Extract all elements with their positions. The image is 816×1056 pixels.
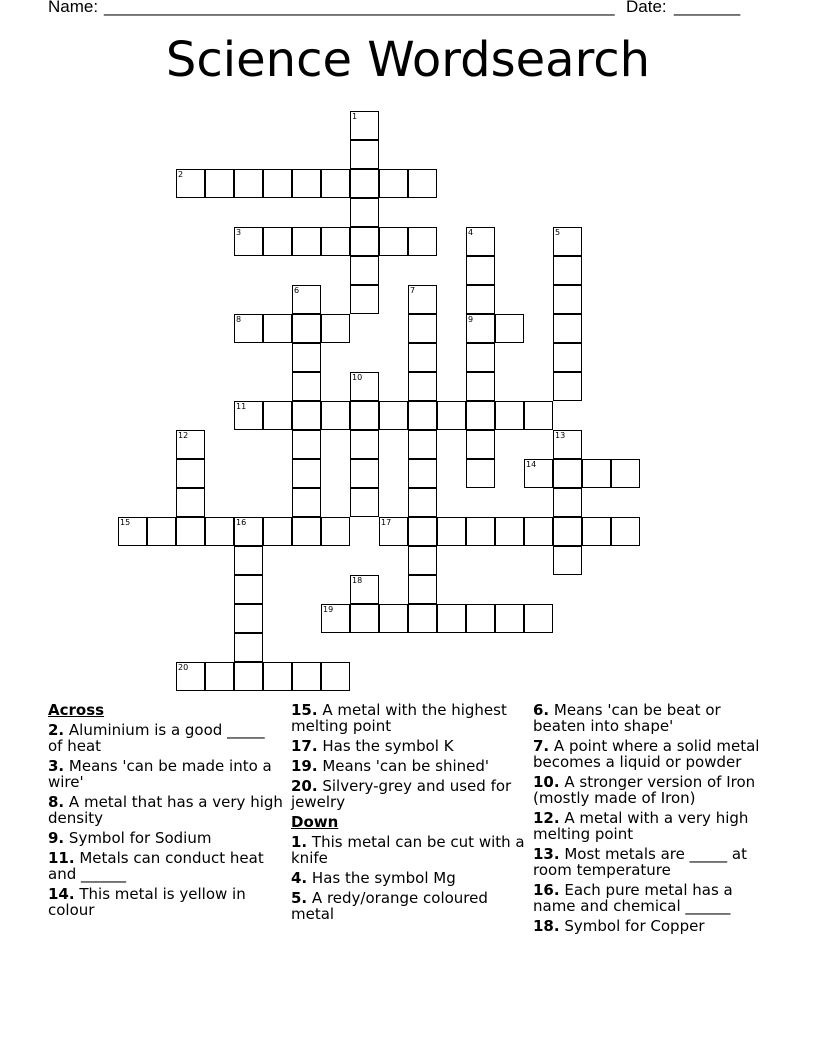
grid-cell[interactable] [466, 314, 495, 343]
clue-number: 13 [555, 431, 566, 440]
grid-cell[interactable] [292, 662, 321, 691]
grid-cell[interactable] [234, 633, 263, 662]
clue-across-8: 8. A metal that has a very high density [48, 793, 283, 827]
grid-cell[interactable] [553, 285, 582, 314]
grid-cell[interactable] [176, 662, 205, 691]
grid-cell[interactable] [408, 372, 437, 401]
clue-across-11: 11. Metals can conduct heat and ______ [48, 849, 264, 883]
clue-number: 14 [526, 460, 537, 469]
grid-cell[interactable] [437, 401, 466, 430]
grid-cell[interactable] [263, 517, 292, 546]
grid-cell[interactable] [611, 459, 640, 488]
clue-down-10: 10. A stronger version of Iron (mostly made of Iron) [533, 773, 756, 807]
clue-down-5: 5. A redy/orange coloured metal [291, 889, 488, 923]
grid-cell[interactable] [234, 314, 263, 343]
grid-cell[interactable] [350, 198, 379, 227]
grid-cell[interactable] [408, 227, 437, 256]
grid-cell[interactable] [292, 285, 321, 314]
clue-across-17: 17. Has the symbol K [291, 737, 454, 755]
grid-cell[interactable] [466, 285, 495, 314]
grid-cell[interactable] [466, 401, 495, 430]
grid-cell[interactable] [350, 575, 379, 604]
grid-cell[interactable] [176, 169, 205, 198]
grid-cell[interactable] [466, 256, 495, 285]
grid-cell[interactable] [292, 343, 321, 372]
grid-cell[interactable] [350, 401, 379, 430]
grid-cell[interactable] [292, 517, 321, 546]
grid-cell[interactable] [466, 459, 495, 488]
grid-cell[interactable] [350, 285, 379, 314]
grid-cell[interactable] [292, 401, 321, 430]
grid-cell[interactable] [408, 285, 437, 314]
clue-number: 19 [323, 605, 334, 614]
grid-cell[interactable] [350, 372, 379, 401]
grid-cell[interactable] [350, 604, 379, 633]
clue-across-2: 2. Aluminium is a good _____ of heat [48, 721, 265, 755]
grid-cell[interactable] [524, 604, 553, 633]
grid-cell[interactable] [350, 140, 379, 169]
clue-across-3: 3. Means 'can be made into a wire' [48, 757, 272, 791]
clue-across-9: 9. Symbol for Sodium [48, 829, 212, 847]
clue-down-4: 4. Has the symbol Mg [291, 869, 456, 887]
grid-cell[interactable] [205, 662, 234, 691]
grid-cell[interactable] [176, 488, 205, 517]
grid-cell[interactable] [408, 488, 437, 517]
grid-cell[interactable] [321, 517, 350, 546]
grid-cell[interactable] [263, 227, 292, 256]
clue-number: 1 [352, 112, 358, 121]
clue-number: 8 [236, 315, 242, 324]
name-label: Name: [48, 0, 99, 16]
grid-cell[interactable] [553, 372, 582, 401]
grid-cell[interactable] [321, 227, 350, 256]
clue-down-18: 18. Symbol for Copper [533, 917, 705, 935]
clue-down-16: 16. Each pure metal has a name and chemical ______ [533, 881, 733, 915]
grid-cell[interactable] [437, 517, 466, 546]
grid-cell[interactable] [379, 604, 408, 633]
grid-cell[interactable] [408, 430, 437, 459]
grid-cell[interactable] [495, 604, 524, 633]
grid-cell[interactable] [350, 488, 379, 517]
date-field[interactable]: _______ [674, 0, 741, 16]
grid-cell[interactable] [234, 517, 263, 546]
grid-cell[interactable] [176, 459, 205, 488]
clue-down-7: 7. A point where a solid metal becomes a liquid or powder [533, 737, 760, 771]
clue-across-19: 19. Means 'can be shined' [291, 757, 490, 775]
grid-cell[interactable] [321, 169, 350, 198]
grid-cell[interactable] [408, 314, 437, 343]
grid-cell[interactable] [553, 256, 582, 285]
clue-number: 7 [410, 286, 416, 295]
grid-cell[interactable] [495, 314, 524, 343]
grid-cell[interactable] [524, 401, 553, 430]
grid-cell[interactable] [321, 662, 350, 691]
down-heading: Down [291, 813, 339, 831]
grid-cell[interactable] [350, 459, 379, 488]
grid-cell[interactable] [582, 517, 611, 546]
grid-cell[interactable] [553, 517, 582, 546]
grid-cell[interactable] [234, 604, 263, 633]
grid-cell[interactable] [292, 314, 321, 343]
grid-cell[interactable] [408, 546, 437, 575]
grid-cell[interactable] [495, 401, 524, 430]
grid-cell[interactable] [292, 372, 321, 401]
clue-number: 6 [294, 286, 300, 295]
down-clues-column-3 [533, 702, 768, 938]
grid-cell[interactable] [350, 111, 379, 140]
grid-cell[interactable] [466, 517, 495, 546]
grid-cell[interactable] [263, 662, 292, 691]
grid-cell[interactable] [263, 314, 292, 343]
grid-cell[interactable] [205, 517, 234, 546]
grid-cell[interactable] [466, 372, 495, 401]
clue-number: 12 [178, 431, 189, 440]
grid-cell[interactable] [466, 430, 495, 459]
clue-number: 4 [468, 228, 474, 237]
grid-cell[interactable] [379, 517, 408, 546]
grid-cell[interactable] [466, 343, 495, 372]
grid-cell[interactable] [292, 459, 321, 488]
grid-cell[interactable] [379, 169, 408, 198]
grid-cell[interactable] [408, 169, 437, 198]
grid-cell[interactable] [350, 430, 379, 459]
grid-cell[interactable] [408, 459, 437, 488]
grid-cell[interactable] [611, 517, 640, 546]
clue-number: 17 [381, 518, 392, 527]
grid-cell[interactable] [321, 604, 350, 633]
grid-cell[interactable] [466, 604, 495, 633]
grid-cell[interactable] [292, 430, 321, 459]
clue-number: 5 [555, 228, 561, 237]
grid-cell[interactable] [408, 517, 437, 546]
clue-number: 2 [178, 170, 184, 179]
date-label: Date: [626, 0, 667, 16]
grid-cell[interactable] [437, 604, 466, 633]
clues-column-2 [291, 702, 526, 926]
grid-cell[interactable] [350, 169, 379, 198]
grid-cell[interactable] [118, 517, 147, 546]
grid-cell[interactable] [553, 430, 582, 459]
grid-cell[interactable] [350, 227, 379, 256]
grid-cell[interactable] [553, 227, 582, 256]
grid-cell[interactable] [321, 314, 350, 343]
grid-cell[interactable] [292, 227, 321, 256]
grid-cell[interactable] [408, 575, 437, 604]
grid-cell[interactable] [408, 401, 437, 430]
clue-across-14: 14. This metal is yellow in colour [48, 885, 246, 919]
grid-cell[interactable] [234, 575, 263, 604]
clue-number: 3 [236, 228, 242, 237]
grid-cell[interactable] [466, 227, 495, 256]
grid-cell[interactable] [263, 169, 292, 198]
clue-down-1: 1. This metal can be cut with a knife [291, 833, 525, 867]
grid-cell[interactable] [292, 169, 321, 198]
across-heading: Across [48, 701, 105, 719]
clue-number: 9 [468, 315, 474, 324]
grid-cell[interactable] [234, 227, 263, 256]
grid-cell[interactable] [408, 343, 437, 372]
grid-cell[interactable] [205, 169, 234, 198]
grid-cell[interactable] [234, 169, 263, 198]
grid-cell[interactable] [350, 256, 379, 285]
grid-cell[interactable] [553, 314, 582, 343]
grid-cell[interactable] [524, 459, 553, 488]
grid-cell[interactable] [495, 517, 524, 546]
across-clues-column-1 [48, 702, 283, 922]
clue-across-15: 15. A metal with the highest melting point [291, 701, 507, 735]
grid-cell[interactable] [147, 517, 176, 546]
clue-down-6: 6. Means 'can be beat or beaten into shape' [533, 701, 721, 735]
clue-number: 16 [236, 518, 247, 527]
clue-number: 10 [352, 373, 363, 382]
grid-cell[interactable] [263, 401, 292, 430]
grid-cell[interactable] [292, 488, 321, 517]
page-title: Science Wordsearch [165, 32, 651, 88]
clue-down-12: 12. A metal with a very high melting point [533, 809, 749, 843]
grid-cell[interactable] [553, 488, 582, 517]
clue-number: 11 [236, 402, 247, 411]
grid-cell[interactable] [553, 546, 582, 575]
grid-cell[interactable] [524, 517, 553, 546]
grid-cell[interactable] [234, 401, 263, 430]
grid-cell[interactable] [234, 662, 263, 691]
grid-cell[interactable] [234, 546, 263, 575]
clue-number: 18 [352, 576, 363, 585]
clue-number: 15 [120, 518, 131, 527]
grid-cell[interactable] [321, 401, 350, 430]
grid-cell[interactable] [379, 401, 408, 430]
grid-cell[interactable] [408, 604, 437, 633]
clue-down-13: 13. Most metals are _____ at room temperature [533, 845, 747, 879]
clue-number: 20 [178, 663, 189, 672]
grid-cell[interactable] [553, 343, 582, 372]
grid-cell[interactable] [176, 430, 205, 459]
grid-cell[interactable] [379, 227, 408, 256]
grid-cell[interactable] [553, 459, 582, 488]
clue-across-20: 20. Silvery-grey and used for jewelry [291, 777, 512, 811]
grid-cell[interactable] [176, 517, 205, 546]
name-field[interactable]: ______________________________________________________ [104, 0, 615, 16]
grid-cell[interactable] [582, 459, 611, 488]
